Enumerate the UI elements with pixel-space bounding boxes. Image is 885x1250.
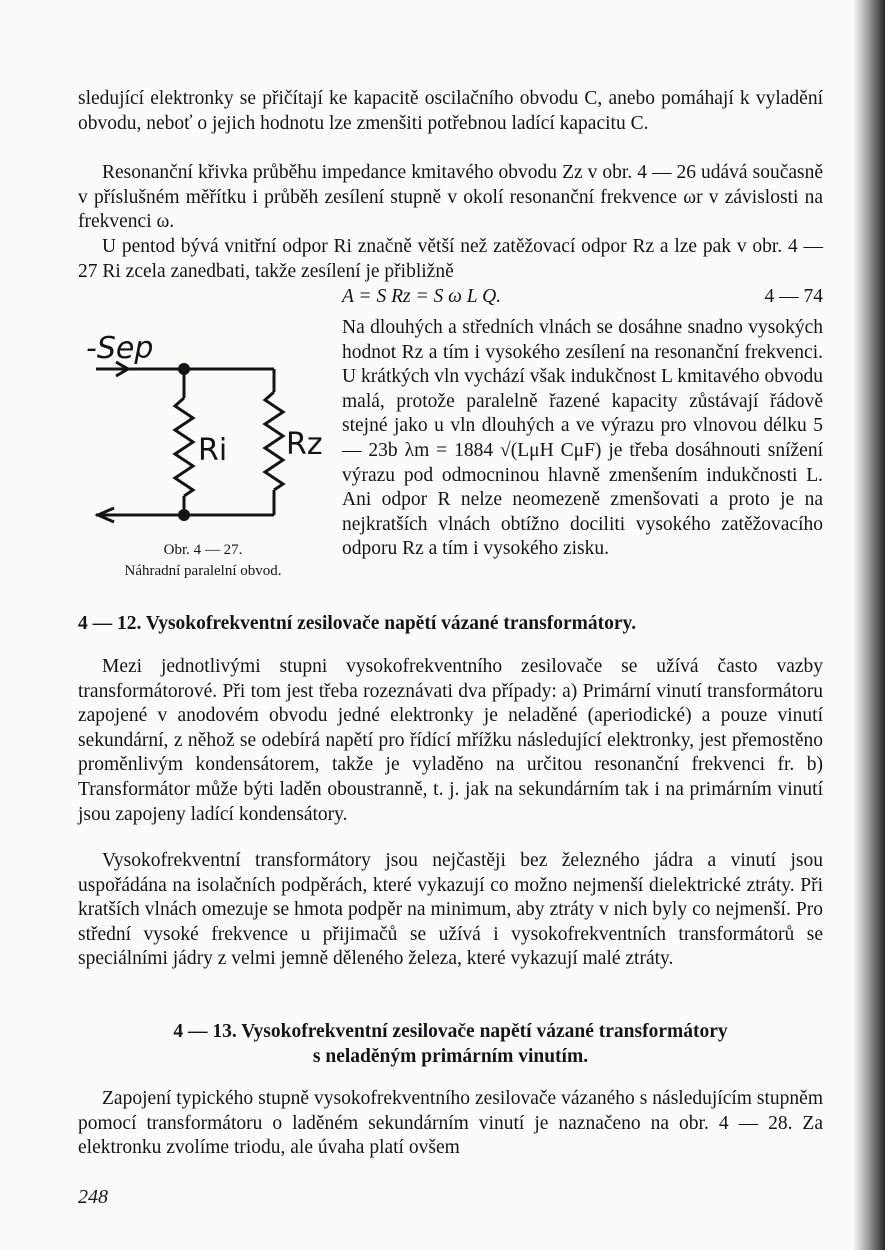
label-rz: Rz	[286, 427, 323, 462]
formula-4-74	[342, 285, 823, 310]
resistor-ri	[175, 398, 193, 496]
paragraph-3: U pentod bývá vnitřní odpor Ri značně větší než zatěžovací odpor Rz a lze pak v obr. 4 — 27 Ri zcela zanedbati, takže zesílení je přibližně	[78, 236, 823, 282]
figure-caption	[78, 540, 328, 582]
figure-4-27	[78, 320, 328, 550]
paragraph-1: sledující elektronky se přičítají ke kapacitě oscilačního obvodu C, anebo pomáhají k vyladění obvodu, neboť o jejich hodnotu lze zmenšiti potřebnou ladící kapacitu C.	[78, 88, 823, 134]
section-heading-4-13	[78, 1020, 823, 1069]
paragraph-2: Resonanční křivka průběhu impedance kmitavého obvodu Zz v obr. 4 — 26 udává současně v příslušném měřítku i průběh zesílení stupně v okolí resonanční frekvence ωr v závislosti na frekvenci ω.	[78, 162, 823, 233]
heading-title-line2: s neladěným primárním vinutím.	[312, 1045, 589, 1067]
paragraph-5: Mezi jednotlivými stupni vysokofrekventního zesilovače se užívá často vazby transformátorové. Při tom jest třeba rozeznávati dva případy: a) Primární vinutí transformátoru zapojené v anodovém obvodu jedné elektronky je neladěné (aperiodické) a pouze vinutí sekundární, z něhož se odebírá napětí pro řídící mřížku následující elektronky, jest přemostěno proměnlivým kondensátorem, takže je vyladěno na určitou resonanční frekvenci fr. b) Transformátor může býti laděn oboustranně, t. j. jak na sekundárním tak i na primárním vinutí jsou zapojeny ladící kondensátory.	[78, 656, 823, 825]
equation-number: 4 — 74	[764, 286, 823, 307]
heading-title-line1: Vysokofrekventní zesilovače napětí vázané transformátory	[241, 1021, 728, 1042]
page-edge-shadow	[853, 0, 885, 1250]
page-number: 248	[78, 1186, 108, 1208]
label-ri: Ri	[198, 433, 228, 468]
parallel-circuit-diagram	[78, 320, 328, 540]
paragraph-6: Vysokofrekventní transformátory jsou nejčastěji bez železného jádra a vinutí jsou uspořádána na isolačních podpěrách, které vykazují co možno nejmenší dielektrické ztráty. Při kratších vlnách omezuje se hmota podpěr na minimum, aby ztráty v nich byly co nejmenší. Pro střední vysoké frekvence u přijimačů se užívá i vysokofrekventních transformátorů se speciálními jádry z velmi jemně děleného železa, které vykazují malé ztráty.	[78, 850, 823, 970]
bottom-node	[178, 509, 190, 521]
resistor-rz	[265, 392, 283, 490]
label-sep: -Sep	[86, 331, 154, 366]
section-heading-4-12	[78, 612, 823, 637]
heading-title: Vysokofrekventní zesilovače napětí vázané transformátory.	[145, 613, 637, 634]
paragraph-7: Zapojení typického stupně vysokofrekventního zesilovače vázaného s následujícím stupněm pomocí transformátoru o laděném sekundárním vinutí je naznačeno na obr. 4 — 28. Za elektronku zvolíme triodu, ale úvaha platí ovšem	[78, 1088, 823, 1159]
caption-number: Obr. 4 — 27.	[163, 542, 243, 558]
heading-number: 4 — 12.	[78, 613, 142, 634]
heading-number: 4 — 13.	[173, 1021, 237, 1042]
caption-title: Náhradní paralelní obvod.	[124, 563, 282, 579]
formula-text: A = S Rz = S ω L Q.	[342, 286, 502, 307]
paragraph-4: Na dlouhých a středních vlnách se dosáhne snadno vysokých hodnot Rz a tím i vysokého zesílení na resonanční frekvenci. U krátkých vln vychází však indukčnost L kmitavého obvodu malá, protože paralelně řazené kapacity zůstávají řádově stejné jako u vln dlouhých a ve výrazu pro vlnovou délku 5 — 23b λm = 1884 √(LμH CμF) je třeba dosáhnouti snížení výrazu pod odmocninou hlavně zmenšením indukčnosti L. Ani odpor R nelze neomezeně zmenšovati a proto je na nejkratších vlnách obtížno dociliti vysokého zatěžovacího odporu Rz a tím i vysokého zisku.	[342, 317, 823, 560]
